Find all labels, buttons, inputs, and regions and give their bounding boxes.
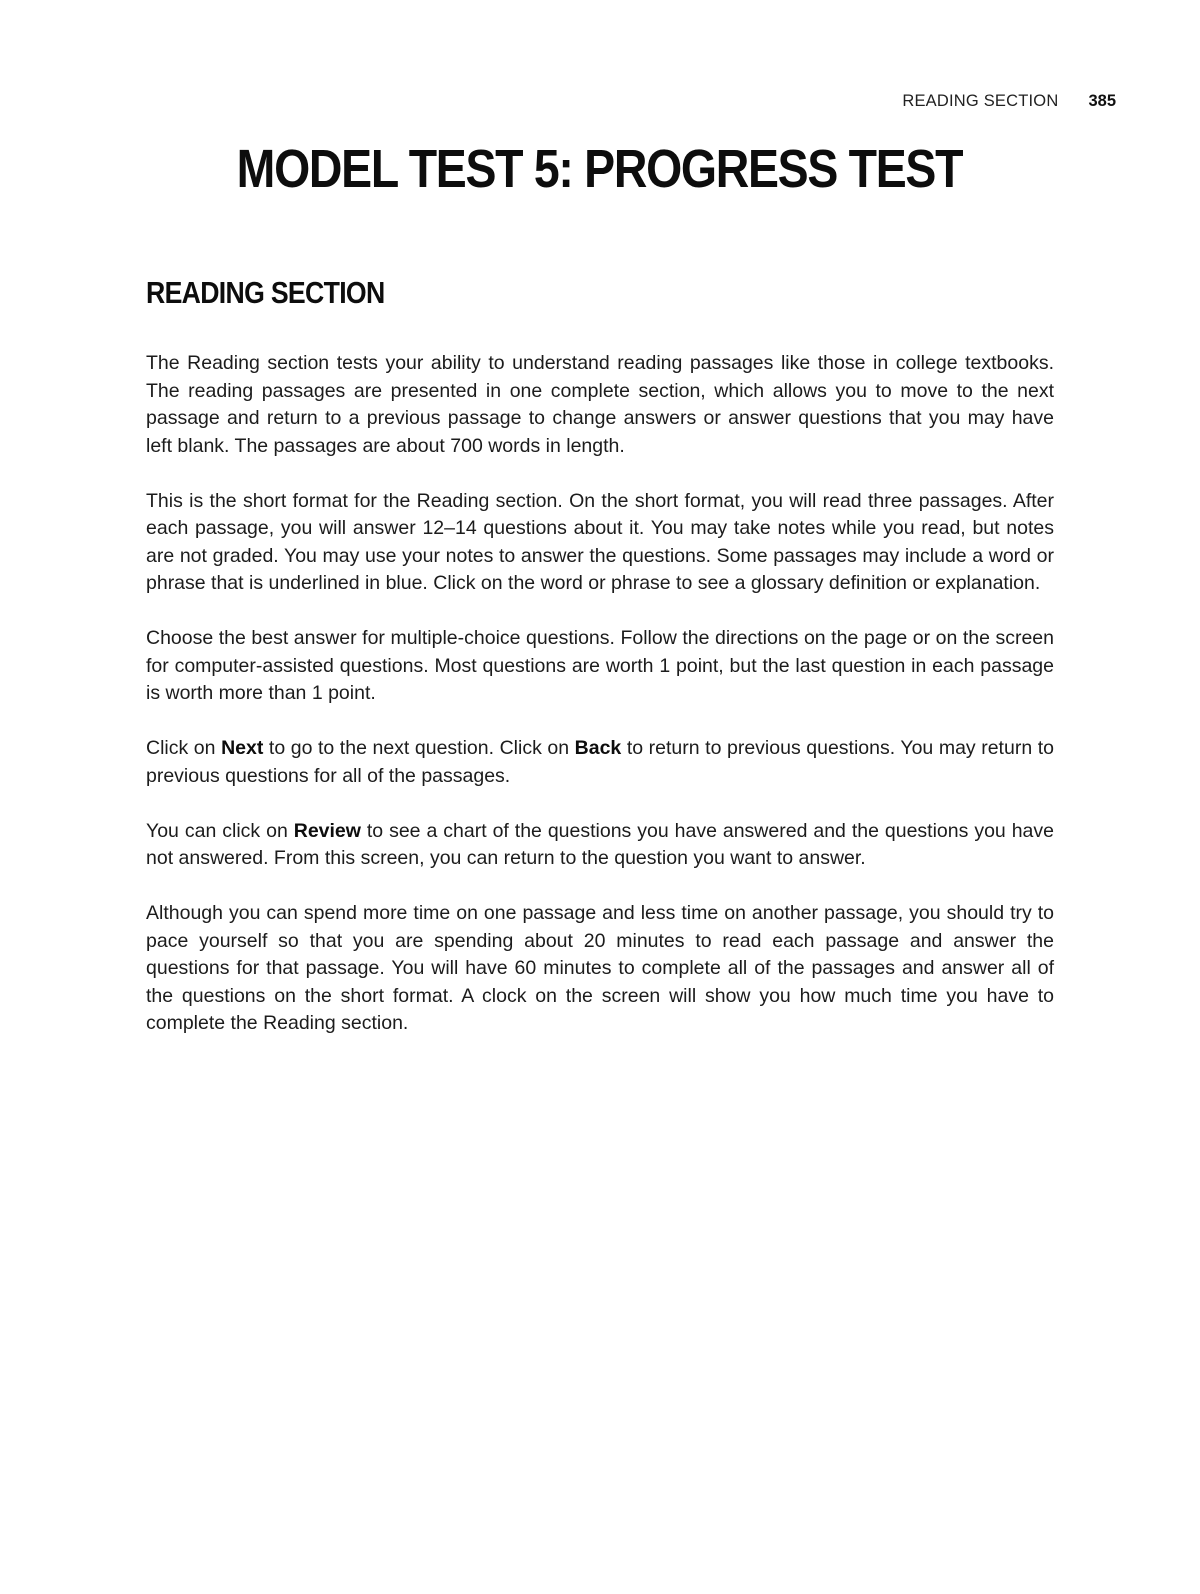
running-head-section: READING SECTION [902,92,1059,110]
paragraph-review-text-b: to see a chart of the questions you have answered and the questions you have not answered. From this screen, you can return to the question you want to answer. [146,819,1054,869]
chapter-title: MODEL TEST 5: PROGRESS TEST [236,139,963,199]
paragraph-navigation-text-b: to go to the next question. Click on [263,737,575,759]
paragraph-navigation-text-c: to return to previous questions. You may return to previous questions for all of the passages. [146,737,1054,787]
paragraph-review-text-a: You can click on [146,819,294,842]
paragraph-choose-answer: Choose the best answer for multiple-choice questions. Follow the directions on the page or on the screen for computer-assisted questions. Most questions are worth 1 point, but the last question in each passage is worth more than 1 point. [146,627,1054,704]
body-text [146,350,1054,1065]
paragraph-review [146,818,1054,873]
page-number: 385 [1088,92,1116,110]
paragraph-navigation-text-a: Click on [146,737,222,759]
paragraph-timing: Although you can spend more time on one passage and less time on another passage, you should try to pace yourself so that you are spending about 20 minutes to read each passage and answer the questions for that passage. You will have 60 minutes to complete all of the passages and answer all of the questions on the short format. A clock on the screen will show you how much time you have to complete the Reading section. [146,902,1054,1034]
review-keyword: Review [293,819,361,842]
next-keyword: Next [221,737,264,759]
paragraph-navigation [146,735,1054,790]
running-head [902,92,1116,111]
section-title: READING SECTION [146,275,385,310]
paragraph-short-format: This is the short format for the Reading section. On the short format, you will read three passages. After each passage, you will answer 12–14 questions about it. You may take notes while you read, but notes are not graded. You may use your notes to answer the questions. Some passages may include a word or phrase that is underlined in blue. Click on the word or phrase to see a glossary definition or explanation. [146,489,1054,594]
paragraph-intro: The Reading section tests your ability to understand reading passages like those in college textbooks. The reading passages are presented in one complete section, which allows you to move to the next passage and return to a previous passage to change answers or answer questions that you may have left blank. The passages are about 700 words in length. [146,352,1054,457]
back-keyword: Back [574,737,622,759]
